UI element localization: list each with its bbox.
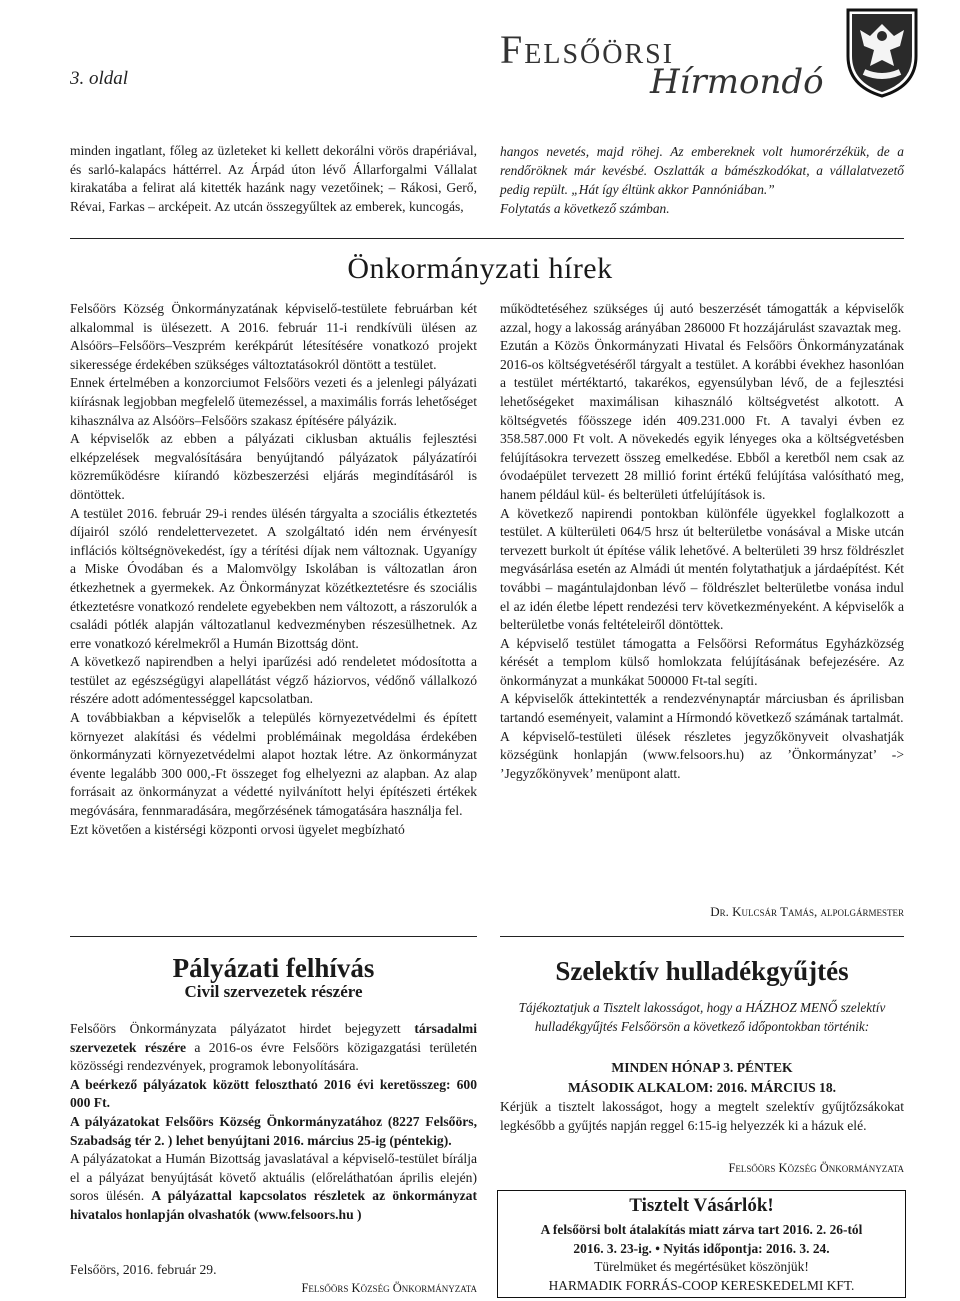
continued-note: Folytatás a következő számban. xyxy=(500,201,670,216)
call-deadline: A pályázatokat Felsőörs Község Önkormányzatához (8227 Felsőörs, Szabadság tér 2. ) lehet benyújtani 2016. március 25-ig (péntekig). xyxy=(70,1113,477,1148)
waste-schedule xyxy=(500,1058,904,1098)
call-text: A pályázatokat a Humán Bizottság javaslatával a képviselő-testület bírálja el a pályázat benyújtását követő aktuális (előreláthatóan április elején) soros ülésén. xyxy=(70,1151,477,1204)
divider-left xyxy=(70,936,477,937)
paragraph: működtetéséhez szükséges új autó beszerzését támogatták a képviselők azzal, hogy a lakosság arányában 286000 Ft hozzájárulást szavaztak meg. xyxy=(500,301,904,335)
paragraph: Ezt követően a kistérségi központi orvosi ügyelet megbízható xyxy=(70,821,405,837)
paragraph: Felsőörs Község Önkormányzatának képviselő-testülete februárban két alkalommal is ülésezett. A 2016. február 11-i rendkívüli ülésen az Alsóörs–Felsőörs–Veszprém kerékpárút létesítésére vonatkozó projekt sikeressége érdekében szükséges változtatásokról döntött a testület. xyxy=(70,301,477,372)
notice-line: A felsőörsi bolt átalakítás miatt zárva tart 2016. 2. 26-tól xyxy=(540,1222,863,1237)
article-continuation-left: minden ingatlant, főleg az üzleteket ki kellett dekorálni vörös drapériával, és sarló-kalapács háttérrel. Az Árpád úton lévő Állarforgalmi Vállalat kirakatába a felirat alá kitették hazánk nagy vezetőinek; – Rákosi, Gerő, Révai, Farkas – arcképeit. Az utcán összegyűltek az emberek, kuncogás, xyxy=(70,143,477,214)
masthead-title: Felsőörsi xyxy=(500,27,675,72)
call-text: Felsőörs Önkormányzata pályázatot hirdet bejegyzett xyxy=(70,1021,415,1036)
article-column-right xyxy=(500,300,904,783)
paragraph: A testület 2016. február 29-i rendes ülésén tárgyalta a szociális étkeztetés díjairól szóló rendelettervezetet. A szolgáltató idén nem érvényesít inflációs költségnövekedést, így a térítési díjak nem változnak. Ugyanígy a Miske Óvodában és a Malomvölgy Iskolában is változatlan áron étkezhetnek a gyermekek. Az Önkormányzat közétkeztetésre és szociális étkeztetésre vonatkozó rendelete egyebekben nem változott, a rászorulók a családi pótlék alapján változatlanul kedvezményben részesülhetnek. Az erre vonatkozó kérelmekről a Humán Bizottság dönt. xyxy=(70,505,477,651)
call-paragraph xyxy=(70,1020,477,1076)
notice-line: HARMADIK FORRÁS-COOP KERESKEDELMI KFT. xyxy=(548,1277,855,1293)
coat-of-arms-logo xyxy=(842,6,922,98)
paragraph: A képviselő-testületi ülések részletes jegyzőkönyveit olvashatják községünk honlapján (www.felsoors.hu) az ’Önkormányzat’ -> ’Jegyzőkönyvek’ menüpont alatt. xyxy=(500,728,904,781)
article-continuation-right xyxy=(500,142,904,218)
call-title: Pályázati felhívás xyxy=(172,953,375,983)
waste-body: Kérjük a tisztelt lakosságot, hogy a megtelt szelektív gyűjtőzsákokat legkésőbb a gyűjtés napján reggel 6:15-ig helyezzék ki a házuk elé. xyxy=(500,1099,904,1133)
call-paragraph xyxy=(70,1150,477,1224)
call-text-bold: A pályázattal kapcsolatos részletek az önkormányzat hivatalos honlapján olvashatók (www.felsoors.hu ) xyxy=(70,1188,477,1222)
call-body xyxy=(70,1020,477,1225)
paragraph: A következő napirendben a helyi iparűzési adó rendeletet módosította a testület az egészségügyi alapellátást végző háziorvos, védőnő vállalkozó részére adott adómentességgel kapcsolatban. xyxy=(70,654,477,707)
paragraph: A képviselő testület támogatta a Felsőörsi Református Egyházközség kérését a templom külső homlokzata felújításának befejezésére. Az önkormányzat a munkákat 500000 Ft-tal segíti. xyxy=(500,635,904,688)
call-subtitle: Civil szervezetek részére xyxy=(184,982,363,1001)
section-divider xyxy=(70,238,904,239)
page-number: 3. oldal xyxy=(70,68,129,89)
waste-title: Szelektív hulladékgyűjtés xyxy=(555,956,849,986)
call-signature: Felsőörs Község Önkormányzata xyxy=(301,1281,477,1295)
call-budget: A beérkező pályázatok között felosztható 2016 évi keretösszeg: 600 000 Ft. xyxy=(70,1076,477,1111)
paragraph: Ezután a Közös Önkormányzati Hivatal és Felsőörs Önkormányzatának 2016-os költségvetéséről tárgyalt a testület. A korábbi évekhez hasonlóan a testület mértéktartó, takarékos, egyensúlyban lévő, de a fejlesztési lehetőségeket maximálisan kihasználó költségvetést alkotott. A költségvetés főösszege idén 409.231.000 Ft. A tavalyi évben ez 358.587.000 Ft volt. A növekedés egyik lényeges oka a költségvetésben felújításokra tervezett összeg emelkedése. Ebből a keretből nem csak az óvodaépület tervezett 28 millió forint értékű felújítása valósítható meg, hanem például kül- és belterületi útfelújítások is. xyxy=(500,338,904,502)
article-continuation-text: hangos nevetés, majd röhej. Az embereknek volt humorérzékük, de a rendőröknek már kevésbé. Oszlatták a bámészkodókat, a vállalatvezető pedig repült. „Hát így éltünk akkor Pannóniában.” xyxy=(500,144,904,197)
divider-right xyxy=(500,936,904,937)
article-signature: Dr. Kulcsár Tamás, alpolgármester xyxy=(710,904,904,919)
masthead xyxy=(500,22,830,102)
notice-lines xyxy=(498,1221,905,1295)
paragraph: A képviselők az ebben a pályázati ciklusban aktuális fejlesztési elképzelések megvalósítására benyújtandó pályázatok pályázatírói közreműködésre kiírandó közbeszerzési eljárás megindításáról is döntöttek. xyxy=(70,431,477,502)
section-title: Önkormányzati hírek xyxy=(347,252,613,285)
call-text: a 2016-os évre Felsőörs közigazgatási területén közösségi rendezvények, programok lebonyolítására. xyxy=(70,1039,477,1074)
article-column-left xyxy=(70,300,477,839)
masthead-script: Hírmondó xyxy=(650,62,824,102)
waste-intro: Tájékoztatjuk a Tisztelt lakosságot, hogy a HÁZHOZ MENŐ szelektív hulladékgyűjtés Felsőörsön a következő időpontokban történik: xyxy=(518,1000,886,1034)
waste-signature: Felsőörs Község Önkormányzata xyxy=(728,1161,904,1175)
paragraph: A következő napirendi pontokban különféle ügyekkel foglalkozott a testület. A külterületi 064/5 hrsz út belterületbe vonásával a Miske utcán tervezett burkolt út építése válik lehetővé. A belterületi 39 hrsz földrészlet megvásárlása esetén az Almádi út mentén folytathatjuk a járdaépítést. Két további – magántulajdonban lévő – földrészlet belterületbe vonása indul el az idén életbe lépett rendezési terv következményeként. A képviselők a belterületbe vonás feltételeiről döntöttek. xyxy=(500,505,904,633)
call-date: Felsőörs, 2016. február 29. xyxy=(70,1262,217,1277)
paragraph: Ennek értelmében a konzorciumot Felsőörs vezeti és a jelenlegi pályázati kiírásnak legjobban megfelelő ütemezéssel, a maximális forrás lehetőséget kihasználva az Alsóörs–Felsőörs szakasz építésére pályázik. xyxy=(70,375,477,428)
waste-schedule-line: MINDEN HÓNAP 3. PÉNTEK xyxy=(611,1060,793,1075)
notice-line: Türelmüket és megértésüket köszönjük! xyxy=(594,1259,809,1274)
paragraph: A képviselők áttekintették a rendezvénynaptár márciusban és áprilisban tartandó eseményeit, valamint a Hírmondó következő számának tartalmát. xyxy=(500,691,904,726)
waste-schedule-line: MÁSODIK ALKALOM: 2016. MÁRCIUS 18. xyxy=(567,1080,837,1095)
call-text-bold: társadalmi szervezetek részére xyxy=(70,1021,477,1055)
notice-line: 2016. 3. 23-ig. • Nyitás időpontja: 2016. 3. 24. xyxy=(573,1240,830,1256)
notice-title: Tisztelt Vásárlók! xyxy=(629,1195,774,1216)
shop-notice-box xyxy=(497,1190,906,1298)
paragraph: A továbbiakban a képviselők a település környezetvédelmi és épített környezet alakítási és védelmi problémáinak megoldása érdekében önkormányzati környezetvédelmi alapot hoztak létre. Az önkormányzat évente legalább 300 000,-Ft összeget fog elhelyezni az alapban. Az alap forrásait az önkormányzat a védetté nyilvánított helyi építészeti értékek megóvására, fennmaradására, megőrzésének támogatására használja fel. xyxy=(70,710,477,819)
